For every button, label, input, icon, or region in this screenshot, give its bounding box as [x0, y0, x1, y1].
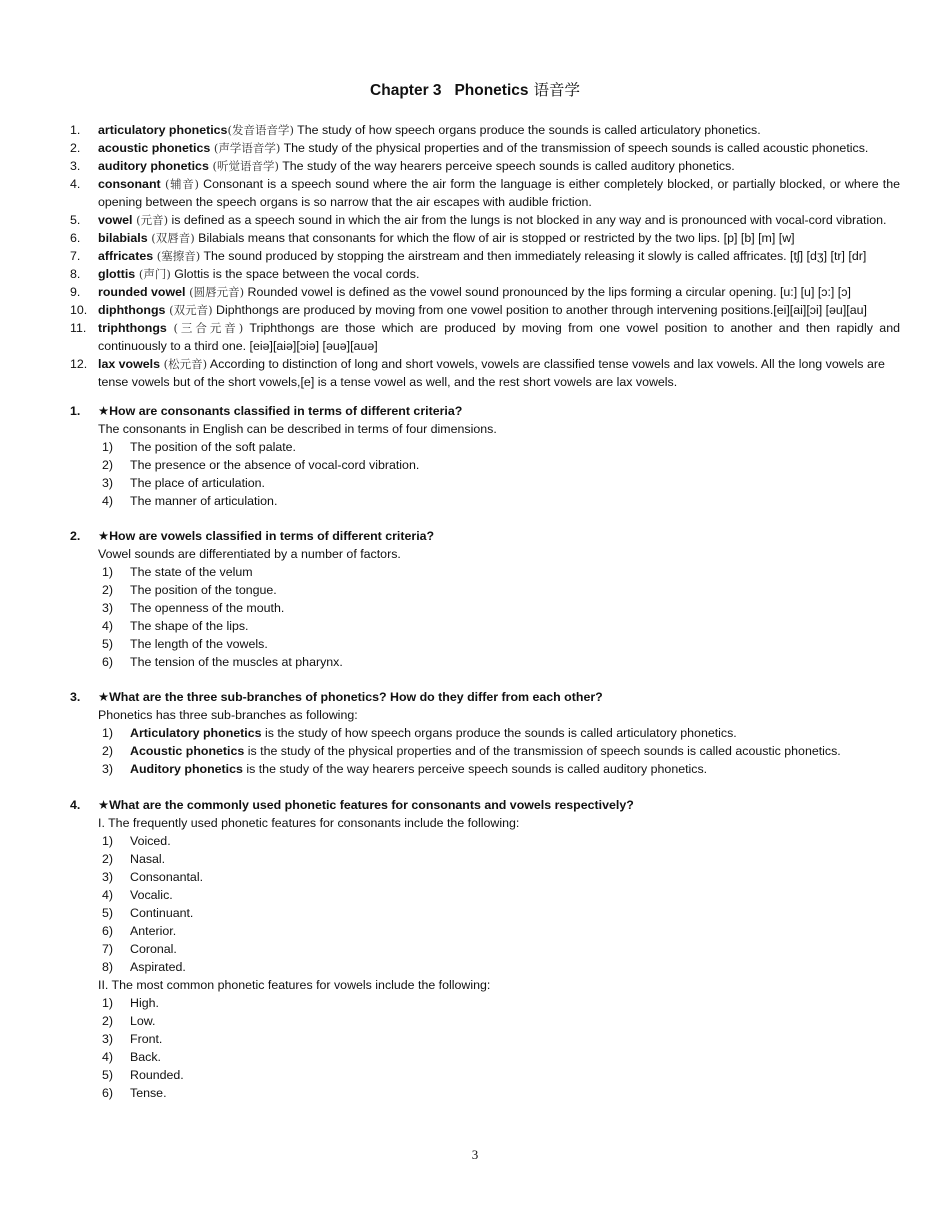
definition-term-zh: (辅音)	[160, 177, 200, 191]
definition-number: 11.	[70, 321, 87, 335]
definition-item	[70, 355, 900, 391]
list-item: 2) The position of the tongue.	[102, 583, 277, 597]
list-item: 7) Coronal.	[102, 942, 177, 956]
definition-number: 9.	[70, 285, 81, 299]
question-intro: The consonants in English can be described in terms of four dimensions.	[98, 422, 497, 436]
definition-text: The sound produced by stopping the airstream and then immediately releasing it slowly is called affricates. [tʃ] [dʒ] [tr] [dr]	[200, 249, 867, 263]
list-item: 1) High.	[102, 996, 159, 1010]
definition-item	[70, 301, 900, 319]
list-item: 1) Articulatory phonetics is the study of how speech organs produce the sounds is called articulatory phonetics.	[102, 726, 737, 740]
definition-text: The study of the physical properties and of the transmission of speech sounds is called acoustic phonetics.	[280, 141, 869, 155]
question-intro: I. The frequently used phonetic features for consonants include the following:	[98, 816, 520, 830]
definition-text: The study of the way hearers perceive speech sounds is called auditory phonetics.	[278, 159, 735, 173]
definition-term: bilabials	[98, 231, 148, 245]
definition-term: articulatory phonetics	[98, 123, 228, 137]
definition-text: Diphthongs are produced by moving from one vowel position to another through intervening positions.[ei][ai][ɔi] [əu][au]	[212, 303, 867, 317]
definition-item	[70, 139, 900, 157]
list-item: 3) Front.	[102, 1032, 163, 1046]
definition-term: glottis	[98, 267, 136, 281]
chapter-title: Chapter 3 Phonetics	[370, 82, 529, 99]
definition-text: Rounded vowel is defined as the vowel sound pronounced by the lips forming a circular opening. [u:] [u] [ɔ:] [ɔ]	[244, 285, 851, 299]
definition-term-zh: (双元音)	[165, 303, 213, 317]
list-item: 1) The state of the velum	[102, 565, 253, 579]
definition-number: 1.	[70, 123, 81, 137]
question-heading: 4. ★What are the commonly used phonetic features for consonants and vowels respectively?	[70, 798, 634, 812]
definition-number: 6.	[70, 231, 81, 245]
definition-term: consonant	[98, 177, 161, 191]
definition-term: acoustic phonetics	[98, 141, 211, 155]
question-intro: Vowel sounds are differentiated by a number of factors.	[98, 547, 401, 561]
list-item: 4) The manner of articulation.	[102, 494, 278, 508]
page-number: 3	[471, 1147, 479, 1162]
question-heading: 3. ★What are the three sub-branches of phonetics? How do they differ from each other?	[70, 690, 603, 704]
definition-item	[70, 211, 900, 229]
list-item: 2) The presence or the absence of vocal-cord vibration.	[102, 458, 420, 472]
definition-item	[70, 175, 900, 211]
list-item: 4) Vocalic.	[102, 888, 173, 902]
definition-text: Glottis is the space between the vocal cords.	[170, 267, 420, 281]
definition-text: Bilabials means that consonants for which the flow of air is stopped or restricted by the two lips. [p] [b] [m] [w]	[194, 231, 795, 245]
list-item: 8) Aspirated.	[102, 960, 186, 974]
definition-term-zh: (三合元音)	[166, 321, 244, 335]
definition-term-zh: (松元音)	[160, 357, 208, 371]
list-item: 5) Continuant.	[102, 906, 194, 920]
list-item: 3) Consonantal.	[102, 870, 204, 884]
definition-term-zh: (元音)	[132, 213, 169, 227]
chapter-title-zh: 语音学	[528, 81, 580, 99]
definition-number: 12.	[70, 357, 88, 371]
list-item: 4) Back.	[102, 1050, 161, 1064]
page-title	[0, 80, 950, 101]
definition-term-zh: (声门)	[135, 267, 171, 281]
definition-term: rounded vowel	[98, 285, 186, 299]
definition-text: is defined as a speech sound in which the air from the lungs is not blocked in any way and is pronounced with vocal-cord vibration.	[168, 213, 887, 227]
definition-number: 3.	[70, 159, 81, 173]
question-block	[70, 527, 900, 671]
list-item: 2) Low.	[102, 1014, 156, 1028]
definition-item	[70, 265, 900, 283]
definition-term-zh: (塞擦音)	[153, 249, 201, 263]
definition-item	[70, 157, 900, 175]
list-item: 4) The shape of the lips.	[102, 619, 249, 633]
question-heading: 1. ★How are consonants classified in terms of different criteria?	[70, 404, 463, 418]
definitions-list	[70, 121, 900, 391]
definition-text: According to distinction of long and short vowels, vowels are classified tense vowels and lax vowels. All the long vowels are tense vowels but of the short vowels,[e] is a tense vowel as well, and the rest short vowels are lax vowels.	[98, 357, 885, 389]
question-subintro: II. The most common phonetic features for vowels include the following:	[98, 978, 491, 992]
list-item: 6) The tension of the muscles at pharynx.	[102, 655, 343, 669]
definition-term-zh: (发音语音学)	[227, 123, 294, 137]
list-item: 5) The length of the vowels.	[102, 637, 268, 651]
question-heading: 2. ★How are vowels classified in terms of different criteria?	[70, 529, 435, 543]
list-item: 2) Acoustic phonetics is the study of the physical properties and of the transmission of speech sounds is called acoustic phonetics.	[102, 744, 841, 758]
definition-number: 4.	[70, 177, 81, 191]
list-item: 5) Rounded.	[102, 1068, 184, 1082]
definition-item	[70, 229, 900, 247]
list-item: 1) The position of the soft palate.	[102, 440, 297, 454]
question-intro: Phonetics has three sub-branches as following:	[98, 708, 358, 722]
definition-number: 5.	[70, 213, 81, 227]
definition-term: auditory phonetics	[98, 159, 209, 173]
list-item: 3) Auditory phonetics is the study of the way hearers perceive speech sounds is called auditory phonetics.	[102, 762, 708, 776]
definition-number: 10.	[70, 303, 88, 317]
list-item: 6) Tense.	[102, 1086, 167, 1100]
definition-term: lax vowels	[98, 357, 160, 371]
question-block	[70, 402, 900, 510]
definition-term-zh: (双唇音)	[147, 231, 195, 245]
definition-term-zh: (听觉语音学)	[208, 159, 279, 173]
question-block	[70, 796, 900, 1102]
definition-item	[70, 121, 900, 139]
definition-item	[70, 319, 900, 355]
definition-term: diphthongs	[98, 303, 166, 317]
definition-text: Consonant is a speech sound where the air form the language is either completely blocked, or partially blocked, or where the opening between the speech organs is so narrow that the air escapes with audible friction.	[98, 177, 900, 209]
list-item: 6) Anterior.	[102, 924, 177, 938]
definition-text: The study of how speech organs produce the sounds is called articulatory phonetics.	[293, 123, 761, 137]
definition-number: 8.	[70, 267, 81, 281]
definition-text: Triphthongs are those which are produced by moving from one vowel position to another and then rapidly and continuously to a third one. [eiə][aiə][ɔiə] [əuə][auə]	[98, 321, 900, 353]
list-item: 3) The place of articulation.	[102, 476, 265, 490]
definition-term: triphthongs	[98, 321, 167, 335]
definition-number: 2.	[70, 141, 81, 155]
definition-term-zh: (声学语音学)	[210, 141, 281, 155]
list-item: 2) Nasal.	[102, 852, 166, 866]
list-item: 3) The openness of the mouth.	[102, 601, 285, 615]
definition-item	[70, 247, 900, 265]
definition-term-zh: (圆唇元音)	[185, 285, 245, 299]
definition-number: 7.	[70, 249, 81, 263]
list-item: 1) Voiced.	[102, 834, 171, 848]
definition-term: vowel	[98, 213, 133, 227]
definition-item	[70, 283, 900, 301]
question-block	[70, 688, 900, 778]
definition-term: affricates	[98, 249, 154, 263]
